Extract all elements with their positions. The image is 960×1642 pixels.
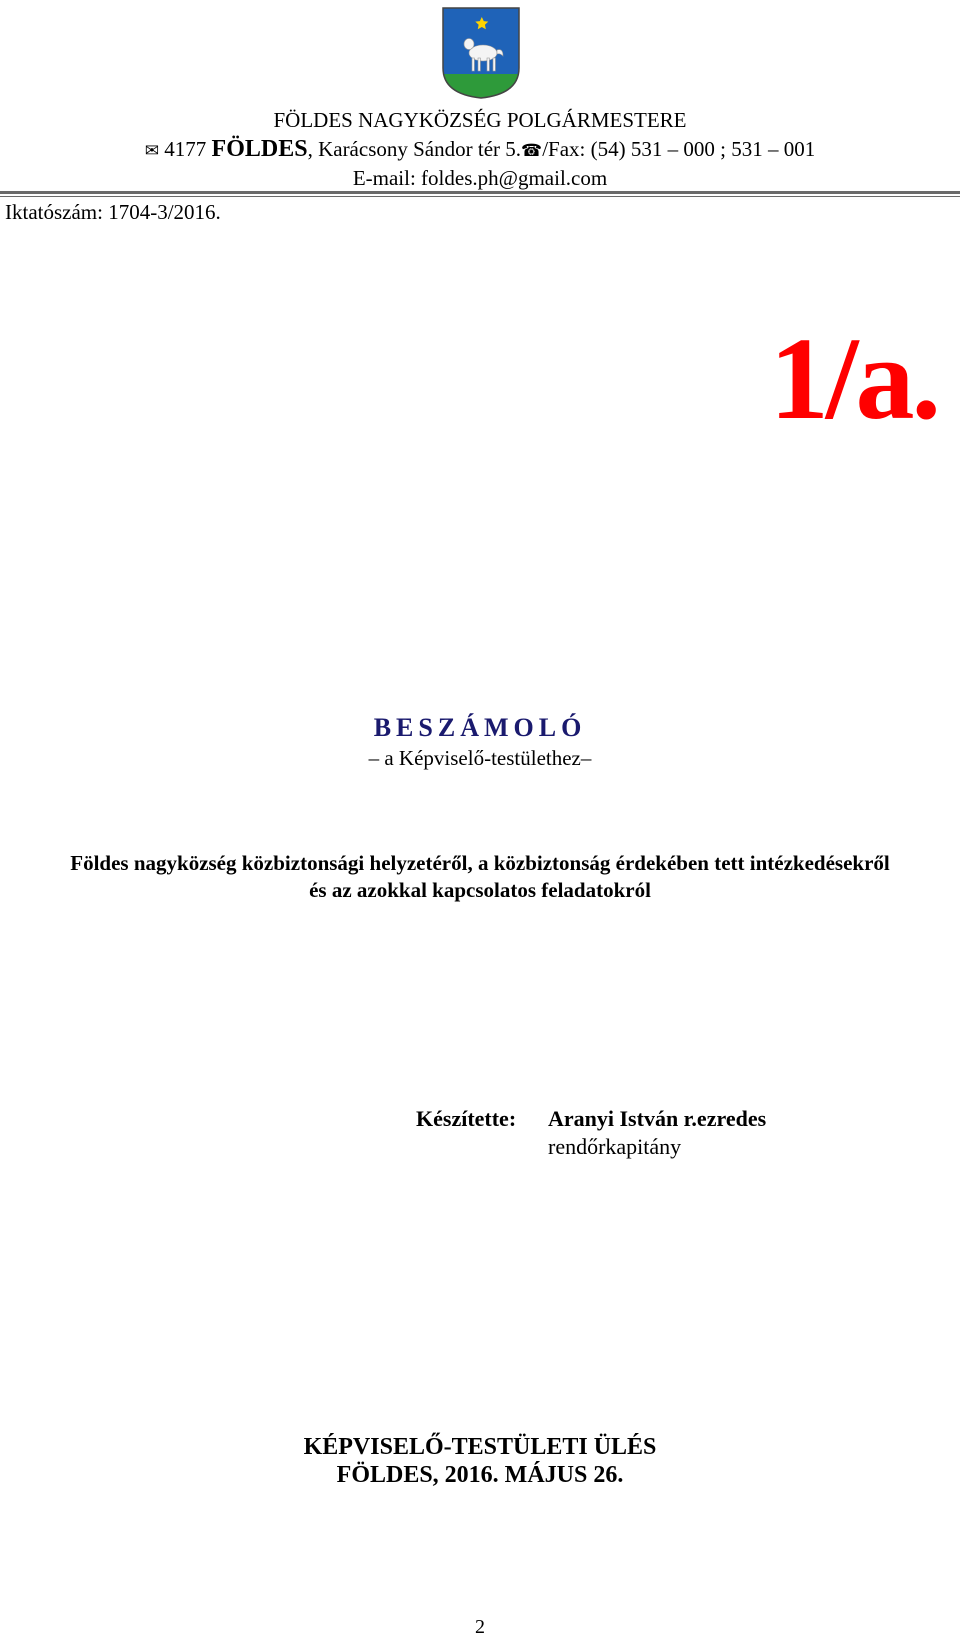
street-address: , Karácsony Sándor tér 5.	[307, 137, 522, 161]
prepared-by-name: Aranyi István r.ezredes	[548, 1106, 767, 1131]
postal-code: 4177	[164, 137, 207, 161]
phone-fax: /Fax: (54) 531 – 000 ; 531 – 001	[542, 137, 816, 161]
header-divider	[0, 191, 960, 194]
header-divider-thin	[0, 196, 960, 197]
coat-of-arms-icon	[441, 6, 521, 100]
annex-label: 1/a.	[769, 313, 938, 444]
office-name: FÖLDES NAGYKÖZSÉG POLGÁRMESTERE	[273, 108, 687, 132]
contact-line	[0, 136, 960, 163]
report-title: BESZÁMOLÓ	[373, 713, 587, 742]
city-name: FÖLDES	[211, 136, 308, 162]
report-subject-continued: és az azokkal kapcsolatos feladatokról	[309, 878, 651, 902]
meeting-date: FÖLDES, 2016. MÁJUS 26.	[336, 1462, 624, 1488]
report-subject: Földes nagyközség közbiztonsági helyzetéről, a közbiztonság érdekében tett intézkedésekről	[70, 851, 890, 875]
prepared-by-title: rendőrkapitány	[548, 1134, 682, 1159]
report-subtitle: – a Képviselő-testülethez–	[368, 746, 592, 770]
telephone-icon: ☎	[521, 141, 543, 161]
prepared-by-label: Készítette:	[416, 1106, 517, 1131]
meeting-title: KÉPVISELŐ-TESTÜLETI ÜLÉS	[303, 1434, 657, 1460]
email-address: E-mail: foldes.ph@gmail.com	[352, 166, 608, 190]
page-number: 2	[475, 1616, 485, 1638]
envelope-icon: ✉	[144, 141, 160, 161]
filing-number: Iktatószám: 1704-3/2016.	[5, 200, 221, 224]
